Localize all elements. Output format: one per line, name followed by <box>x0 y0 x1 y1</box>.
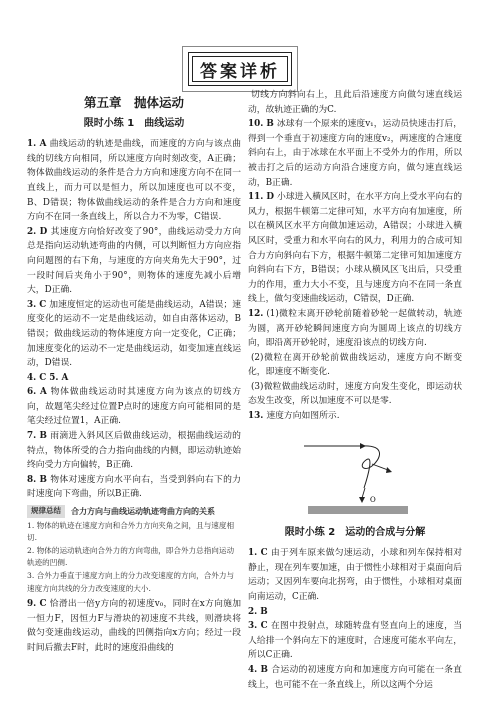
summary-title: 合力方向与曲线运动轨迹弯曲方向的关系 <box>71 506 215 517</box>
summary-line: 3. 合外力垂直于速度方向上的分力改变速度的方向，合外力与速度方向共线的分力改变速度的大小. <box>27 571 235 593</box>
answer-item: 1. A 曲线运动的轨迹是曲线，而速度的方向与该点曲线的切线方向相同，所以速度方向时刻改变，A正确；物体做曲线运动的条件是合力方向和速度方向不在同一直线上，而力可以是恒力，所以加速度也可以不变，B、D错误；物体做曲线运动的条件是合力方向和速度方向不在同一条直线上，所以合力不为零，C错误. <box>27 139 241 223</box>
tangent-arrow <box>372 464 388 470</box>
section-title-2: 限时小练 2 运动的合成与分解 <box>284 526 426 538</box>
figure-label: O <box>370 495 376 504</box>
answer-item: 13. 速度方向如图所示. <box>248 411 340 422</box>
answer-item: 11. D 小球进入横风区时，在水平方向上受水平向右的风力，根据牛顿第二定律可知，水平方向有加速度，所以在横风区水平方向做加速运动，A错误；小球进入横风区时，受重力和水平向右的风力，利用力的合成可知合力方向斜向右下方，根据牛顿第二定律可知加速度方向斜向右下方，B错误；小球从横风区飞出后，只受重力的作用，重力大小不变，且与速度方向不在同一条直线上，做匀变速曲线运动，C错误，D正确. <box>248 192 462 305</box>
answer-item: 2. B <box>248 606 268 617</box>
trajectory-curve <box>360 445 380 487</box>
answer-item: 9. C 恰滑出一倍y方向的初速度v₀，同时在x方向施加一恒力F，因恒力F与滑块的初速度不共线，则滑块将做匀变速曲线运动，曲线的凹侧指向x方向；经过一段时间后撤去F时，此时的速度沿曲线的 <box>27 599 242 653</box>
summary-line: 2. 物体的运动轨迹向合外力的方向弯曲，即合外力总指向运动轨迹的凹侧. <box>27 545 235 568</box>
summary-tag: 规律总结 <box>27 505 65 518</box>
answer-item: 4. B 合运动的初速度方向和加速度方向可能在一条直线上，也可能不在一条直线上，所以这两个分运 <box>248 665 462 690</box>
answer-item: 3. C 加速度恒定的运动也可能是曲线运动，A错误；速度变化的运动不一定是曲线运动，如自由落体运动，B错误；做曲线运动的物体速度方向一定变化，C正确；加速度变化的运动不一定是曲线运动，如变加速直线运动，D错误. <box>27 299 241 369</box>
answer-item: (2)微粒在离开砂轮前做曲线运动，速度方向不断变化，即速度不断变化. <box>248 352 462 378</box>
answer-item: 2. D 其速度方向恰好改变了90°，曲线运动受力方向总是指向运动轨迹弯曲的内侧，可以判断恒力方向应指向问题图的右下角，与速度的方向夹角先大于90°，过一段时间后夹角小于90°，则物体的速度先减小后增大，D正确. <box>27 226 242 296</box>
answer-item: 7. B 雨滴进入斜风区后做曲线运动，根据曲线运动的特点，物体所受的合力指向曲线的内侧，即运动轨迹始终向受力方向偏转，B正确. <box>27 431 241 471</box>
answer-item: 3. C 在图中投射点，球随转盘有竖直向上的速度，当人给排一个斜向左下的速度时，合速度可能水平向左，所以C正确. <box>248 621 462 661</box>
arrow-head-icon <box>386 467 392 473</box>
answer-item: 12. (1)微粒末离开砂轮前随着砂轮一起做转动，轨迹为圆，离开砂轮瞬间速度方向为圆周上该点的切线方向，即沿离开砂轮时，速度沿该点的切线方向. <box>248 308 462 349</box>
answer-item: 切线方向斜向右上，且此后沿速度方向做匀速直线运动，故轨迹正确的为C. <box>248 90 462 115</box>
answer-item: 6. A 物体做曲线运动时其速度方向为该点的切线方向，故题笔尖经过位置P点时的速度方向可能相同的是笔尖经过位置1，A正确. <box>27 387 241 427</box>
answer-item: 8. B 物体对速度方向水平向右，当受到斜向右下的力时速度向下弯曲，所以B正确. <box>27 474 241 500</box>
page-title: 答案详析 <box>200 61 280 82</box>
answer-item: (3)微粒做曲线运动时，速度方向发生变化，即运动状态发生改变，所以加速度不可以是零. <box>248 381 462 407</box>
answer-item: 4. C 5. A <box>27 372 69 383</box>
arrow-head-icon <box>359 497 365 503</box>
chapter-title: 第五章 抛体运动 <box>83 95 184 110</box>
velocity-figure <box>248 426 462 520</box>
left-column <box>27 92 241 656</box>
summary-header <box>27 505 241 518</box>
answer-item: 1. C 由于列车原来做匀速运动，小球和列车保持相对静止，现在列车要加速，由于惯性小球相对于桌面向后运动；又因列车要向北拐弯，由于惯性，小球相对桌面向南运动，C正确. <box>248 548 462 603</box>
summary-line: 1. 物体的轨迹在速度方向和合外力方向夹角之间，且与速度相切. <box>27 520 235 543</box>
velocity-diagram <box>248 426 462 520</box>
rule-summary <box>27 505 241 595</box>
ground-bar <box>308 506 408 514</box>
answer-item: 10. B 冰球有一个原来的速度v₁，运动员快速击打后，得到一个垂直于初速度方向的速度v₂，两速度的合速度斜向右上，由于冰球在水平面上不受外力的作用，所以被击打之后的运动方向沿合速度方向，做匀速直线运动，B正确. <box>248 119 462 188</box>
tangent-arrow <box>362 488 365 498</box>
section-title-1: 限时小练 1 曲线运动 <box>83 117 185 129</box>
title-box <box>188 52 292 86</box>
right-column <box>248 88 462 692</box>
